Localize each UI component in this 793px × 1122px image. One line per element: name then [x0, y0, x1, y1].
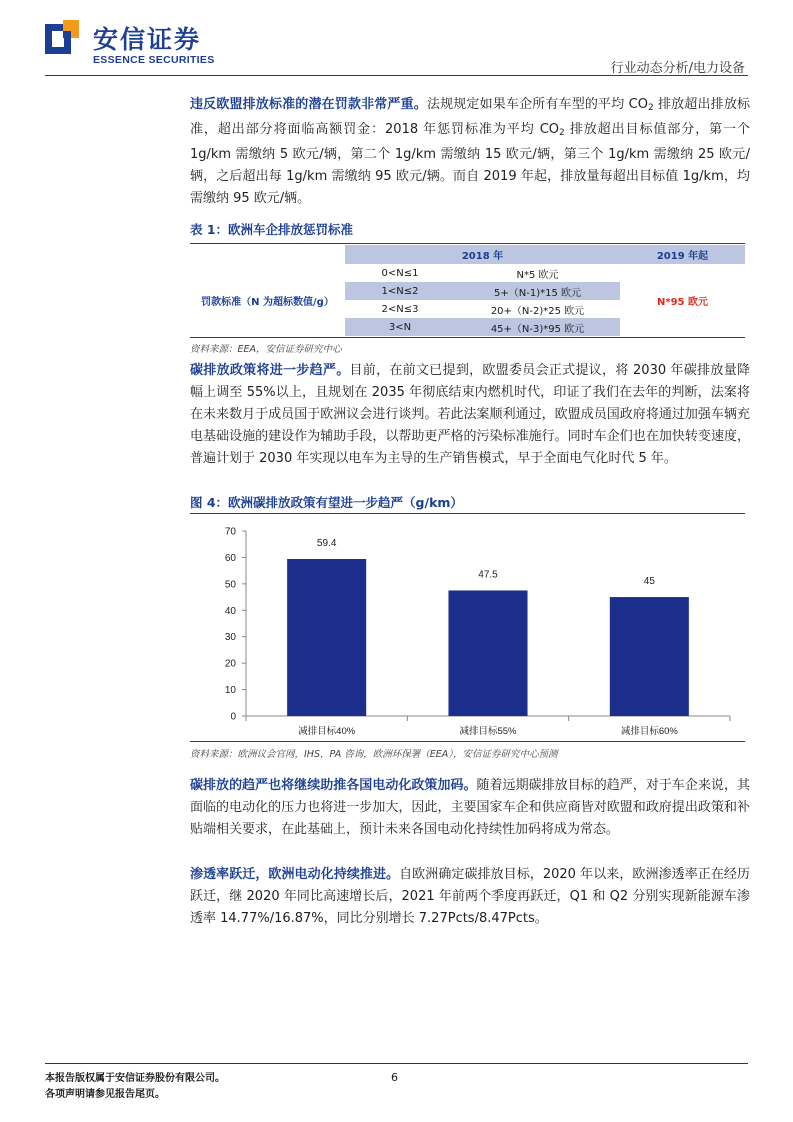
page-number: 6: [391, 1071, 398, 1084]
paragraph-lead: 违反欧盟排放标准的潜在罚款非常严重。: [190, 97, 427, 112]
logo-mark-icon: [45, 20, 81, 56]
y-tick-label: 40: [224, 605, 236, 617]
table-row-label: 罚款标准（N 为超标数值/g）: [201, 296, 334, 308]
paragraph-lead: 渗透率跃迁，欧洲电动化持续推进。: [190, 867, 400, 882]
y-tick-label: 20: [224, 658, 236, 670]
table-cell-fine: N*5 欧元: [516, 269, 559, 281]
header-divider: [45, 75, 748, 76]
table-cell-fine: 45+（N-3)*95 欧元: [455, 318, 620, 336]
bar-value-label: 45: [643, 576, 655, 588]
emission-target-bar-chart: [190, 514, 745, 740]
bar-value-label: 59.4: [316, 538, 337, 550]
x-tick-label: 减排目标40%: [298, 726, 356, 737]
table-row: [190, 264, 745, 282]
table-cell-range: 3<N: [345, 318, 455, 336]
y-tick-label: 0: [230, 711, 236, 723]
table-top-rule: [190, 243, 745, 244]
footer-divider: [45, 1063, 748, 1064]
table-cell-range: 2<N≤3: [381, 303, 419, 315]
y-tick-label: 10: [224, 685, 236, 697]
bar: [448, 590, 527, 716]
logo-text-cn: 安信证券: [93, 25, 202, 54]
table-cell-fine: 5+（N-1)*15 欧元: [455, 282, 620, 300]
paragraph-text: 法规规定如果车企所有车型的平均 CO: [426, 97, 648, 112]
y-tick-label: 70: [224, 526, 236, 538]
paragraph-electrification-policy: [190, 775, 750, 841]
x-tick-label: 减排目标60%: [620, 726, 678, 737]
x-tick-label: 减排目标55%: [459, 726, 517, 737]
paragraph-text: 自欧洲确定碳排放目标，2020 年以来，欧洲渗透率正在经历跃迁，继 2020 年同比高速增长后，2021 年前两个季度再跃迁，Q1 和 Q2 分别实现新能源车渗透率 14.77%/16.87%，同比分别增长 7.27Pcts/8.47Pcts。: [190, 867, 750, 926]
subscript: 2: [647, 103, 654, 113]
footer-copyright: 本报告版权属于安信证券股份有限公司。: [45, 1073, 225, 1084]
table-header-row: [190, 245, 745, 264]
y-tick-label: 60: [224, 552, 236, 564]
paragraph-lead: 碳排放的趋严也将继续助推各国电动化政策加码。: [190, 778, 477, 793]
table-caption: 表 1：欧洲车企排放惩罚标准: [190, 222, 354, 237]
report-type: 行业动态分析/电力设备: [610, 61, 745, 76]
bar: [287, 559, 366, 716]
y-tick-label: 30: [224, 632, 236, 644]
table-cell-fine-2019: N*95 欧元: [657, 296, 708, 308]
table-cell-fine: 20+（N-2)*25 欧元: [490, 305, 585, 317]
figure-source: 资料来源：欧洲议会官网，IHS，PA 咨询，欧洲环保署（EEA），安信证券研究中心预测: [190, 749, 558, 760]
bar: [610, 597, 689, 716]
paragraph-eu-penalty: [190, 94, 750, 210]
table-bottom-rule: [190, 337, 745, 338]
logo-text-en: ESSENCE SECURITIES: [93, 54, 215, 66]
footer-disclaimer: 各项声明请参见报告尾页。: [45, 1089, 165, 1100]
table-header-2019: 2019 年起: [620, 245, 745, 264]
table-source: 资料来源：EEA，安信证券研究中心: [190, 344, 342, 355]
paragraph-penetration-rate: [190, 864, 750, 930]
paragraph-text: 排放超出目标值部分，第一个 1g/km 需缴纳 5 欧元/辆，第二个 1g/km 需缴纳 15 欧元/辆，第三个 1g/km 需缴纳 25 欧元/辆，之后超出每 1g/km 需缴纳 95 欧元/辆。而自 2019 年起，排放量每超出目标值 1g/km，均需缴纳 95 欧元/辆。: [190, 122, 750, 206]
paragraph-policy-tightening: [190, 360, 750, 470]
company-logo: [45, 18, 245, 72]
table-cell-range: 0<N≤1: [381, 267, 419, 279]
y-tick-label: 50: [224, 579, 236, 591]
bar-value-label: 47.5: [478, 569, 498, 581]
paragraph-text: 目前，在前文已提到，欧盟委员会正式提议，将 2030 年碳排放量降幅上调至 55%以上，且规划在 2035 年彻底结束内燃机时代，印证了我们在去年的判断，法案将在未来数月于成员国于欧洲议会进行谈判。若此法案顺利通过，欧盟成员国政府将通过加强车辆充电基础设施的建设作为辅助手段，以帮助更严格的污染标准施行。同时车企们也在加快转变速度，普遍计划于 2030 年实现以电车为主导的生产销售模式，早于全面电气化时代 5 年。: [190, 363, 750, 466]
figure-caption: 图 4：欧洲碳排放政策有望进一步趋严（g/km）: [190, 495, 463, 510]
paragraph-lead: 碳排放政策将进一步趋严。: [190, 363, 350, 378]
paragraph-text: 随着远期碳排放目标的趋严，对于车企来说，其面临的电动化的压力也将进一步加大，因此，主要国家车企和供应商皆对欧盟和政府提出政策和补贴端相关要求，在此基础上，预计未来各国电动化持续性加码将成为常态。: [190, 778, 750, 837]
subscript: 2: [559, 128, 565, 138]
table-header-blank: [190, 245, 345, 264]
paragraph-text: 排放超出排放标准，超出部分将面临高额罚金：2018 年惩罚标准为平均 CO: [190, 97, 750, 137]
chart-bottom-rule: [190, 741, 745, 742]
table-header-2018: 2018 年: [345, 245, 620, 264]
penalty-table: [190, 245, 745, 336]
table-cell-range: 1<N≤2: [345, 282, 455, 300]
